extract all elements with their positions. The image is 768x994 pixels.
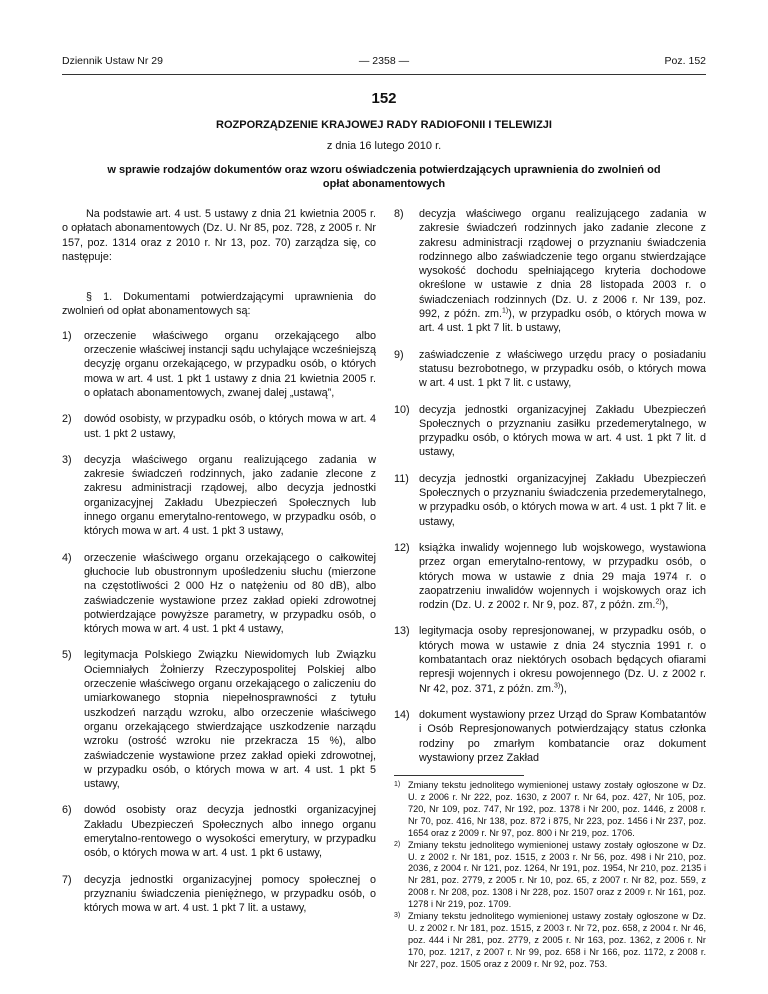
footnote-mark: 2) bbox=[394, 840, 401, 848]
journal-name: Dziennik Ustaw Nr 29 bbox=[62, 55, 163, 67]
item-number: 11) bbox=[394, 472, 409, 485]
list-item bbox=[62, 873, 376, 916]
footnote-text: Zmiany tekstu jednolitego wymienionej ustawy zostały ogłoszone w Dz. U. z 2002 r. Nr 181, poz. 1515, z 2003 r. Nr 56, poz. 498 i Nr 210, poz. 2036, z 2004 r. Nr 121, poz. 1264, Nr 191, poz. 1954, Nr 210, poz. 2135 i Nr 281, poz. 2779, z 2005 r. Nr 10, poz. 65, z 2007 r. Nr 82, poz. 559, z 2008 r. Nr 208, poz. 1308 i Nr 228, poz. 1507 oraz z 2009 r. Nr 161, poz. 1278 i Nr 219, poz. 1709. bbox=[408, 839, 706, 910]
footnote-ref: 2) bbox=[655, 598, 662, 606]
item-number: 5) bbox=[62, 649, 72, 662]
item-text: decyzja właściwego organu realizującego zadania w zakresie świadczeń rodzinnych, jako zadanie zlecone z zakresu administracji rządowej, albo decyzja jednostki organizacyjnej Zakładu Ubezpieczeń Społecznych lub innego organu emerytalno-rentowego, w przypadku osób, o których mowa w art. 4 ust. 1 pkt 3 ustawy, bbox=[84, 453, 376, 538]
list-item bbox=[62, 551, 376, 637]
footnote bbox=[394, 840, 706, 911]
document-list-part-1 bbox=[62, 329, 376, 916]
intro-paragraph: Na podstawie art. 4 ust. 5 ustawy z dnia 21 kwietnia 2005 r. o opłatach abonamentowych (Dz. U. Nr 85, poz. 728, z 2005 r. Nr 157, poz. 1314 oraz z 2010 r. Nr 13, poz. 70) zarządza się, co następuje: bbox=[62, 208, 376, 263]
item-number: 12) bbox=[394, 541, 410, 554]
footnote bbox=[394, 911, 706, 971]
item-text: dowód osobisty oraz decyzja jednostki organizacyjnej Zakładu Ubezpieczeń Społecznych albo innego organu emerytalno-rentowego o wysokości emerytury, w przypadku osób, o których mowa w art. 4 ust. 1 pkt 6 ustawy, bbox=[84, 804, 376, 860]
list-item bbox=[394, 541, 706, 612]
item-number: 8) bbox=[394, 208, 404, 220]
item-text: książka inwalidy wojennego lub wojskowego, wystawiona przez organ emerytalno-rentowy, w przypadku osób, o których mowa w ustawie z dnia 29 maja 1974 r. o zaopatrzeniu inwalidów wojennych i wojskowych oraz ich rodzin (Dz. U. z 2002 r. Nr 9, poz. 87, z późn. zm.$^{2)}$), bbox=[419, 541, 706, 612]
item-number: 2) bbox=[62, 413, 72, 426]
item-text: legitymacja osoby represjonowanej, w przypadku osób, o których mowa w ustawie z dnia 24 stycznia 1991 r. o kombatantach oraz niektórych osobach będących ofiarami represji wojennych i okresu powojennego (Dz. U. z 2002 r. Nr 42, poz. 371, z późn. zm.$^{3)}$), bbox=[419, 625, 706, 695]
position-number: 152 bbox=[371, 90, 397, 107]
item-number: 9) bbox=[394, 348, 404, 361]
item-number: 13) bbox=[394, 625, 410, 638]
item-number: 6) bbox=[62, 804, 72, 817]
item-text: dowód osobisty, w przypadku osób, o których mowa w art. 4 ust. 1 pkt 2 ustawy, bbox=[84, 413, 376, 440]
list-item bbox=[394, 207, 706, 336]
item-text: orzeczenie właściwego organu orzekającego albo orzeczenie właściwej instancji sądu uchylające wcześniejszą decyzję organu orzekającego, w przypadku osób, o których mowa w art. 4 ust. 1 pkt 1 ustawy z dnia 21 kwietnia 2005 r. o opłatach abonamentowych, zwanej dalej „ustawą”, bbox=[84, 329, 376, 399]
footnote-ref: 3) bbox=[554, 682, 561, 690]
item-number: 4) bbox=[62, 551, 72, 564]
act-date: z dnia 16 lutego 2010 r. bbox=[326, 140, 442, 152]
footnote-ref: 1) bbox=[501, 307, 509, 315]
right-column bbox=[394, 207, 706, 971]
footnote-text: Zmiany tekstu jednolitego wymienionej ustawy zostały ogłoszone w Dz. U. z 2002 r. Nr 181, poz. 1515, z 2003 r. Nr 72, poz. 658, z 2004 r. Nr 46, poz. 444 i Nr 281, poz. 2779, z 2005 r. Nr 163, poz. 1362, z 2006 r. Nr 170, poz. 1217, z 2007 r. Nr 99, poz. 658 i Nr 166, poz. 1172, z 2008 r. Nr 227, poz. 1505 oraz z 2009 r. Nr 92, poz. 753. bbox=[408, 911, 706, 969]
list-item bbox=[394, 348, 706, 391]
footnote-mark: 1) bbox=[394, 781, 401, 789]
item-text: zaświadczenie z właściwego urzędu pracy o posiadaniu statusu bezrobotnego, w przypadku osób, o których mowa w art. 4 ust. 1 pkt 7 lit. c ustawy, bbox=[419, 348, 706, 390]
item-text: dokument wystawiony przez Urząd do Spraw Kombatantów i Osób Represjonowanych potwierdzający status członka rodziny po zmarłym kombatancie oraz dokument wystawiony przez Zakład bbox=[419, 708, 706, 764]
item-text: legitymacja Polskiego Związku Niewidomych lub Związku Ociemniałych Żołnierzy Rzeczypospolitej Polskiej albo orzeczenie właściwego organu orzekającego o zaliczeniu do umiarkowanego stopnia niepełnosprawności z tytułu uszkodzeń narządu wzroku, albo orzeczenie właściwego organu orzekającego stwierdzające uszkodzenie narządu wzroku (ostrość wzroku nie przekracza 15 %), albo zaświadczenie wystawione przez zakład opieki zdrowotnej, w przypadku osób, o których mowa w art. 4 ust. 1 pkt 5 ustawy, bbox=[84, 649, 376, 791]
position-label: Poz. 152 bbox=[664, 55, 706, 67]
list-item bbox=[394, 403, 706, 460]
item-text: decyzja właściwego organu realizującego zadania w zakresie świadczeń rodzinnych jako zadanie zlecone z zakresu administracji rządowej o przyznaniu świadczenia rodzinnego albo zaświadczenie tego organu stwierdzające wysokość dochodu spełniającego kryteria dochodowe określone w ustawie z dnia 28 listopada 2003 r. o świadczeniach rodzinnych (Dz. U. z 2006 r. Nr 139, poz. 992, z późn. zm.$^{1)}$), w przypadku osób, o których mowa w art. 4 ust. 1 pkt 7 lit. b ustawy, bbox=[419, 208, 706, 335]
running-header bbox=[62, 55, 706, 71]
list-item bbox=[62, 412, 376, 441]
paragraph-1: § 1. Dokumentami potwierdzającymi uprawnienia do zwolnień od opłat abonamentowych są: bbox=[62, 291, 376, 318]
item-number: 10) bbox=[394, 403, 410, 416]
item-number: 3) bbox=[62, 453, 72, 466]
header-rule bbox=[62, 74, 706, 75]
list-item bbox=[62, 329, 376, 400]
footnote-mark: 3) bbox=[394, 912, 401, 920]
footnote-text: Zmiany tekstu jednolitego wymienionej ustawy zostały ogłoszone w Dz. U. z 2006 r. Nr 222, poz. 1630, z 2007 r. Nr 64, poz. 427, Nr 105, poz. 720, Nr 109, poz. 747, Nr 192, poz. 1378 i Nr 200, poz. 1446, z 2008 r. Nr 70, poz. 416, Nr 138, poz. 872 i 875, Nr 223, poz. 1456 i Nr 237, poz. 1654 oraz z 2009 r. Nr 97, poz. 800 i Nr 219, poz. 1706. bbox=[408, 780, 706, 838]
item-text: decyzja jednostki organizacyjnej Zakładu Ubezpieczeń Społecznych o przyznaniu świadczenia przedemerytalnego, w przypadku osób, o których mowa w art. 4 ust. 1 pkt 7 lit. e ustawy, bbox=[419, 472, 706, 528]
list-item bbox=[62, 648, 376, 791]
list-item bbox=[394, 708, 706, 765]
item-text: decyzja jednostki organizacyjnej Zakładu Ubezpieczeń Społecznych o przyznaniu zasiłku przedemerytalnego, w przypadku osób, o których mowa w art. 4 ust. 1 pkt 7 lit. d ustawy, bbox=[419, 403, 706, 459]
page-number: — 2358 — bbox=[358, 55, 410, 67]
item-text: orzeczenie właściwego organu orzekającego o całkowitej głuchocie lub obustronnym upośledzeniu słuchu (mierzone na częstotliwości 2 000 Hz o natężeniu od 80 dB), albo zaświadczenie wystawione przez zakład opieki zdrowotnej potwierdzające powyższe parametry, w przypadku osób, o których mowa w art. 4 ust. 1 pkt 4 ustawy, bbox=[84, 551, 376, 636]
list-item bbox=[62, 453, 376, 539]
list-item bbox=[394, 472, 706, 529]
list-item bbox=[62, 803, 376, 860]
left-column bbox=[62, 207, 376, 927]
item-number: 1) bbox=[62, 329, 72, 342]
act-title: ROZPORZĄDZENIE KRAJOWEJ RADY RADIOFONII I TELEWIZJI bbox=[216, 119, 552, 131]
footnote bbox=[394, 780, 706, 840]
item-number: 7) bbox=[62, 873, 72, 886]
item-text: decyzja jednostki organizacyjnej pomocy społecznej o przyznaniu świadczenia pieniężnego, w przypadku osób, o których mowa w art. 4 ust. 1 pkt 7 lit. a ustawy, bbox=[84, 873, 376, 915]
list-item bbox=[394, 624, 706, 695]
item-number: 14) bbox=[394, 708, 410, 721]
act-subject: w sprawie rodzajów dokumentów oraz wzoru oświadczenia potwierdzających uprawnienia do zwolnień od opłat abonamentowych bbox=[107, 164, 661, 190]
footnote-rule bbox=[394, 775, 524, 776]
document-list-part-2 bbox=[394, 207, 706, 765]
